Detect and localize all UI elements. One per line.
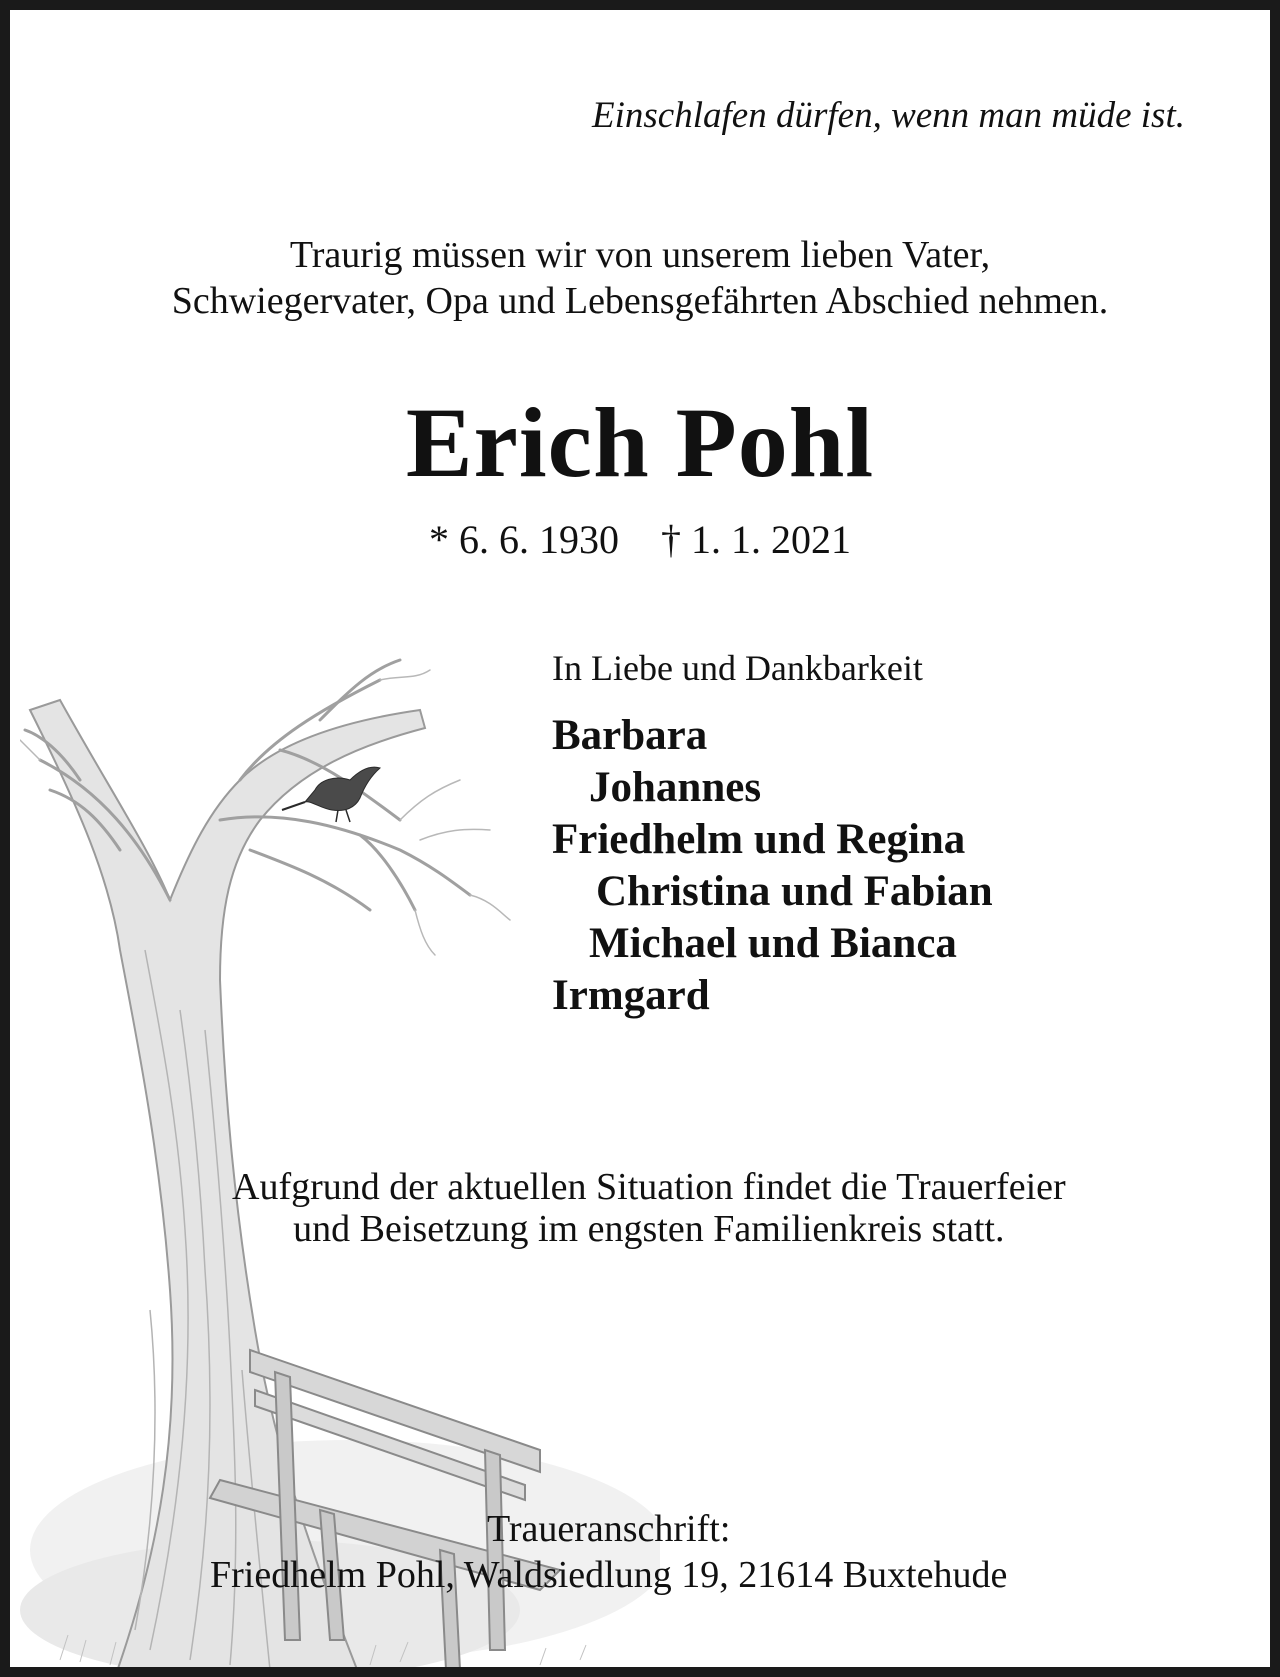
mourner-name: Barbara xyxy=(552,712,708,759)
intro-text xyxy=(10,232,1270,324)
funeral-notice xyxy=(232,1166,1066,1250)
motto: Einschlafen dürfen, wenn man müde ist. xyxy=(592,95,1185,136)
mourners-list xyxy=(552,710,993,1022)
death-date: † 1. 1. 2021 xyxy=(661,517,851,562)
intro-line: Schwiegervater, Opa und Lebensgefährten Abschied nehmen. xyxy=(171,280,1109,322)
address-line: Friedhelm Pohl, Waldsiedlung 19, 21614 Buxtehude xyxy=(210,1554,1008,1596)
intro-line: Traurig müssen wir von unserem lieben Vater, xyxy=(289,234,991,276)
mourning-address xyxy=(210,1506,1007,1598)
life-dates xyxy=(10,516,1270,563)
address-label: Traueranschrift: xyxy=(486,1508,731,1550)
notice-line: und Beisetzung im engsten Familienkreis statt. xyxy=(293,1208,1005,1250)
dedication: In Liebe und Dankbarkeit xyxy=(552,648,923,688)
mourner-name: Michael und Bianca xyxy=(589,920,957,967)
mourner-name: Johannes xyxy=(589,764,762,811)
mourner-name: Friedhelm und Regina xyxy=(552,816,966,863)
mourner-name: Irmgard xyxy=(552,972,710,1019)
birth-date: * 6. 6. 1930 xyxy=(429,517,619,562)
deceased-name: Erich Pohl xyxy=(405,387,875,498)
notice-line: Aufgrund der aktuellen Situation findet die Trauerfeier xyxy=(232,1166,1066,1208)
mourner-name: Christina und Fabian xyxy=(596,868,993,915)
